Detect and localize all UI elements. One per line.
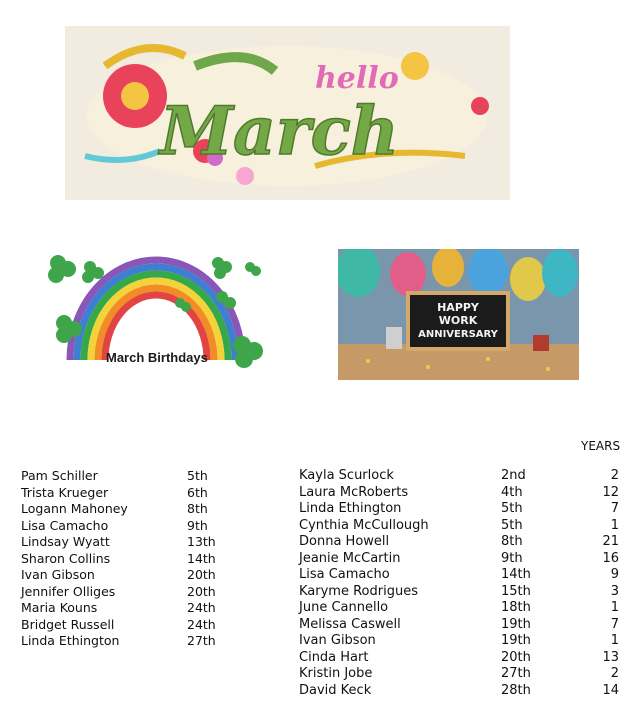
anniversary-day: 15th (501, 583, 531, 599)
anniversary-day: 8th (501, 534, 523, 549)
anniversary-day: 20th (501, 649, 531, 665)
anniversary-day: 5th (501, 517, 523, 533)
birthday-day: 20th (187, 583, 216, 599)
years-column-header: YEARS (581, 439, 621, 453)
work-anniversary-photo (338, 249, 579, 380)
anniversary-name: Karyme Rodrigues (299, 583, 418, 599)
birthday-row (21, 501, 221, 517)
birthday-row (21, 551, 221, 567)
birthday-day: 8th (187, 501, 208, 516)
birthday-name: Ivan Gibson (21, 567, 95, 582)
anniversary-name: Kristin Jobe (299, 666, 373, 681)
birthday-day: 27th (187, 633, 216, 648)
birthday-day: 13th (187, 534, 216, 549)
sign-line-1: HAPPY (437, 301, 479, 314)
anniversary-row (299, 683, 621, 700)
red-flower-icon (103, 64, 167, 128)
birthday-row (21, 485, 221, 501)
anniversary-years: 16 (602, 550, 619, 566)
anniversary-years: 21 (602, 534, 619, 549)
anniversary-row (299, 501, 621, 518)
anniversary-name: Linda Ethington (299, 501, 402, 516)
anniversary-row (299, 551, 621, 568)
anniversary-day: 27th (501, 666, 531, 681)
birthday-name: Lindsay Wyatt (21, 534, 110, 549)
anniversary-day: 14th (501, 567, 531, 582)
birthday-row (21, 633, 221, 649)
birthday-row (21, 567, 221, 583)
banner-illustration (65, 26, 510, 200)
anniversary-name: Kayla Scurlock (299, 468, 394, 483)
anniversary-name: Donna Howell (299, 534, 390, 549)
anniversary-row (299, 633, 621, 650)
anniversary-years: 3 (610, 583, 619, 599)
anniversary-years: 13 (602, 649, 619, 665)
anniversary-day: 4th (501, 484, 523, 500)
anniversary-day: 28th (501, 682, 531, 698)
anniversary-row (299, 518, 621, 535)
birthday-row (21, 584, 221, 600)
anniversary-day: 5th (501, 501, 523, 516)
anniversary-row (299, 584, 621, 601)
birthdays-caption: March Birthdays (106, 350, 208, 365)
anniversary-row (299, 600, 621, 617)
birthday-name: Linda Ethington (21, 633, 120, 648)
banner-march-text: March (160, 92, 399, 170)
anniversary-row (299, 650, 621, 667)
anniversary-years: 14 (602, 682, 619, 698)
birthday-name: Maria Kouns (21, 600, 98, 615)
birthday-day: 9th (187, 517, 208, 533)
rainbow-illustration (40, 245, 272, 375)
anniversary-row (299, 468, 621, 485)
anniversary-name: Melissa Caswell (299, 616, 401, 632)
anniversary-name: Cinda Hart (299, 649, 369, 665)
sign-line-3: ANNIVERSARY (418, 329, 498, 340)
anniversary-years: 12 (602, 484, 619, 500)
anniversary-row (299, 534, 621, 551)
anniversary-row (299, 666, 621, 683)
birthday-row (21, 534, 221, 550)
anniversary-years: 2 (610, 468, 619, 483)
birthday-name: Logann Mahoney (21, 501, 128, 516)
birthday-day: 5th (187, 468, 208, 483)
birthday-name: Sharon Collins (21, 550, 111, 566)
anniversary-years: 7 (610, 501, 619, 516)
anniversary-row (299, 485, 621, 502)
anniversary-row (299, 567, 621, 584)
anniversary-day: 19th (501, 616, 531, 632)
birthday-name: Trista Krueger (21, 484, 109, 500)
anniversary-name: David Keck (299, 682, 372, 698)
anniversary-name: Jeanie McCartin (299, 550, 401, 566)
anniversary-row (299, 617, 621, 634)
anniversary-years: 1 (610, 517, 619, 533)
sign-line-2: WORK (438, 314, 478, 327)
anniversary-name: Ivan Gibson (299, 633, 376, 648)
anniversary-years: 2 (610, 666, 619, 681)
anniversary-years: 9 (610, 567, 619, 582)
anniversary-day: 2nd (501, 468, 526, 483)
birthday-name: Jennifer Olliges (21, 583, 116, 599)
anniversary-day: 19th (501, 633, 531, 648)
birthday-row (21, 600, 221, 616)
anniversary-years: 1 (610, 633, 619, 648)
birthday-day: 24th (187, 616, 216, 632)
banner-hello-text: hello (315, 61, 399, 96)
birthday-day: 14th (187, 550, 216, 566)
birthday-row (21, 617, 221, 633)
anniversary-name: June Cannello (299, 600, 389, 615)
anniversary-years: 1 (610, 600, 619, 615)
anniversary-name: Cynthia McCullough (299, 517, 429, 533)
birthday-day: 24th (187, 600, 216, 615)
hello-march-banner (65, 26, 510, 200)
anniversary-years: 7 (610, 616, 619, 632)
birthday-row (21, 518, 221, 534)
birthday-row (21, 468, 221, 484)
birthday-day: 20th (187, 567, 216, 582)
birthday-day: 6th (187, 484, 208, 500)
anniversary-day: 18th (501, 600, 531, 615)
birthday-name: Bridget Russell (21, 616, 115, 632)
anniversary-illustration (338, 249, 579, 380)
birthday-name: Pam Schiller (21, 468, 98, 483)
march-birthdays-graphic (40, 245, 272, 375)
birthday-name: Lisa Camacho (21, 517, 109, 533)
anniversary-day: 9th (501, 550, 523, 566)
anniversary-name: Laura McRoberts (299, 484, 409, 500)
anniversary-name: Lisa Camacho (299, 567, 390, 582)
